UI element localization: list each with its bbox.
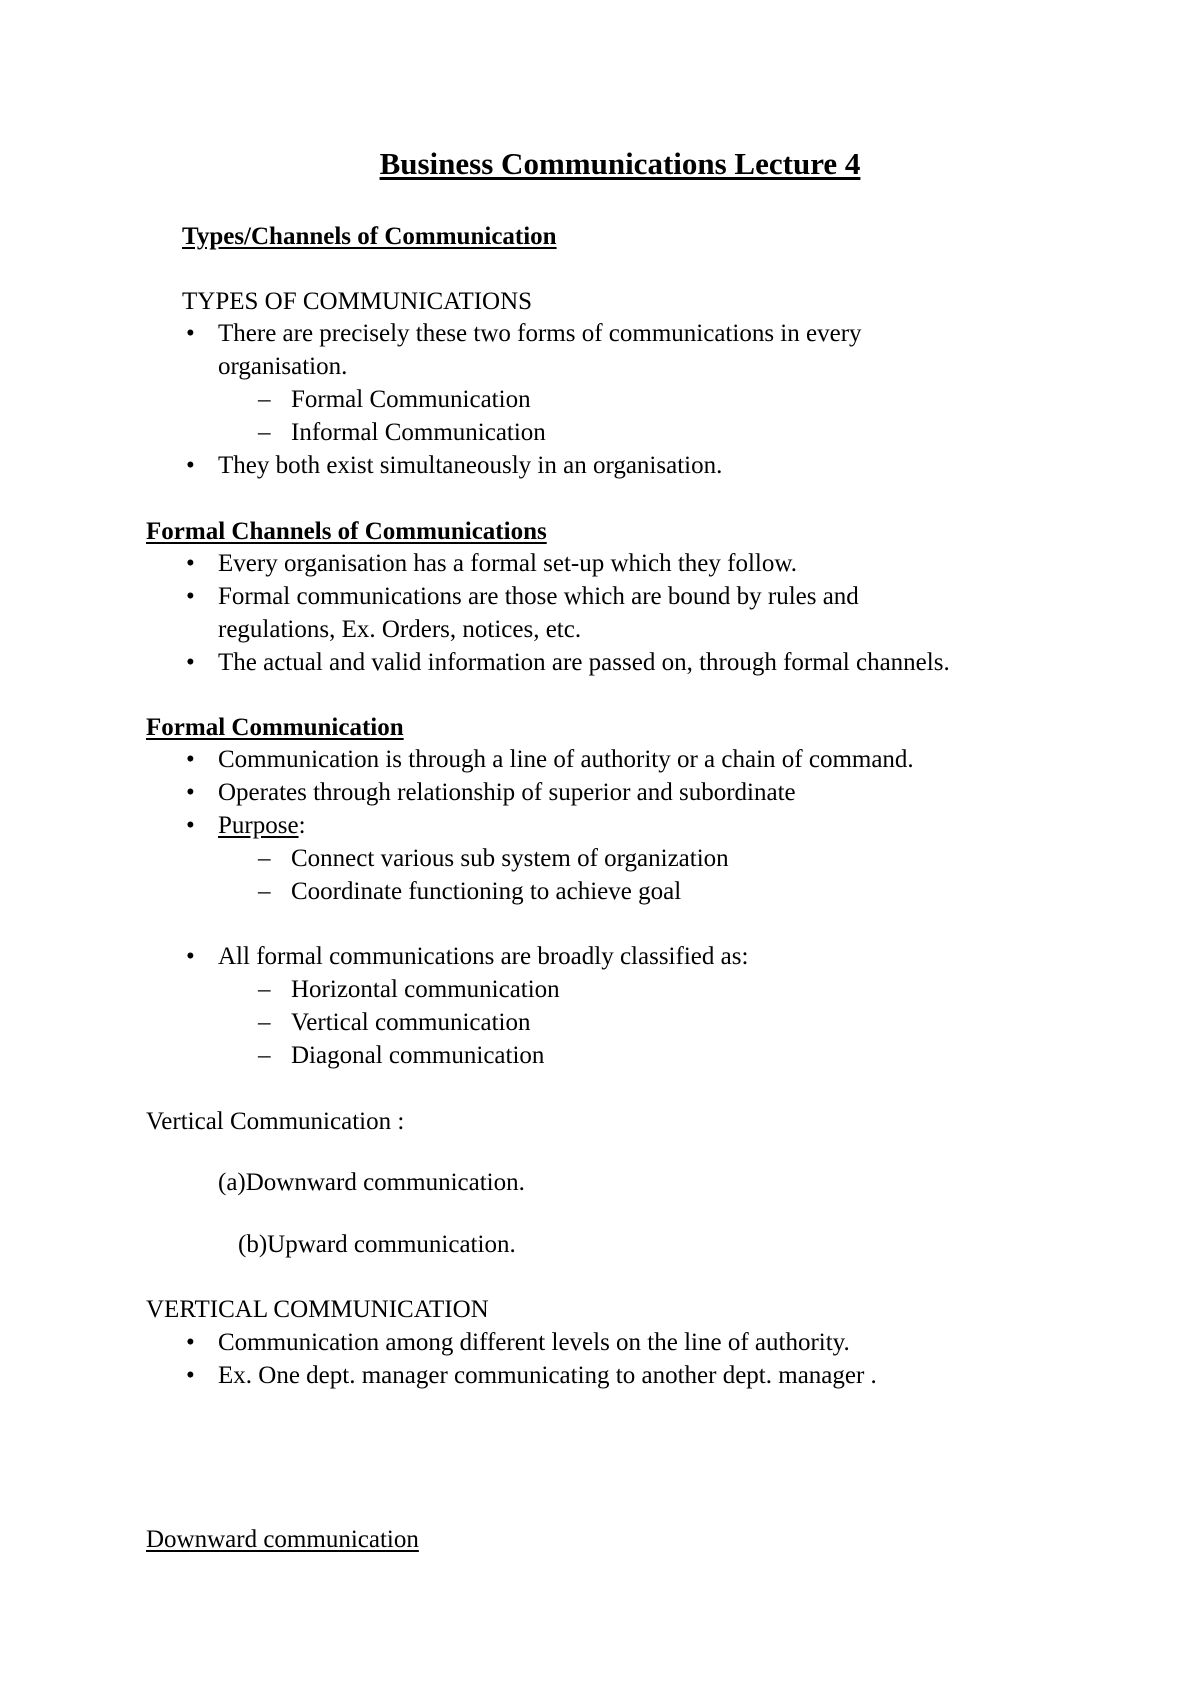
dash-text: Vertical communication bbox=[291, 1009, 531, 1036]
vertical-communication-label: Vertical Communication : bbox=[146, 1108, 405, 1135]
dash-icon: – bbox=[258, 1042, 271, 1069]
dash-text: Diagonal communication bbox=[291, 1042, 545, 1069]
upward-item: (b)Upward communication. bbox=[238, 1231, 516, 1258]
bullet-continuation: regulations, Ex. Orders, notices, etc. bbox=[218, 616, 582, 643]
formal-communication-heading: Formal Communication bbox=[146, 714, 404, 741]
bullet-text: Communication among different levels on the line of authority. bbox=[218, 1329, 850, 1356]
bullet-icon: • bbox=[186, 779, 195, 806]
dash-icon: – bbox=[258, 1009, 271, 1036]
bullet-icon: • bbox=[186, 812, 195, 839]
dash-icon: – bbox=[258, 976, 271, 1003]
dash-icon: – bbox=[258, 386, 271, 413]
dash-text: Informal Communication bbox=[291, 419, 546, 446]
dash-text: Coordinate functioning to achieve goal bbox=[291, 878, 682, 905]
bullet-text: Every organisation has a formal set-up which they follow. bbox=[218, 550, 798, 577]
bullet-icon: • bbox=[186, 320, 195, 347]
bullet-text: Ex. One dept. manager communicating to another dept. manager . bbox=[218, 1362, 877, 1389]
bullet-text bbox=[218, 811, 306, 841]
bullet-text: They both exist simultaneously in an organisation. bbox=[218, 452, 723, 479]
bullet-icon: • bbox=[186, 1362, 195, 1389]
dash-text: Connect various sub system of organization bbox=[291, 845, 729, 872]
document-subtitle: Types/Channels of Communication bbox=[182, 223, 557, 250]
bullet-text: The actual and valid information are passed on, through formal channels. bbox=[218, 649, 950, 676]
bullet-icon: • bbox=[186, 1329, 195, 1356]
dash-icon: – bbox=[258, 845, 271, 872]
dash-icon: – bbox=[258, 419, 271, 446]
formal-channels-heading: Formal Channels of Communications bbox=[146, 518, 547, 545]
bullet-text: Communication is through a line of authority or a chain of command. bbox=[218, 746, 914, 773]
bullet-text: Formal communications are those which are bound by rules and bbox=[218, 583, 859, 610]
bullet-text: Operates through relationship of superior and subordinate bbox=[218, 779, 796, 806]
downward-item: (a)Downward communication. bbox=[218, 1169, 525, 1196]
bullet-icon: • bbox=[186, 550, 195, 577]
document-title: Business Communications Lecture 4 bbox=[379, 146, 861, 181]
purpose-label: Purpose bbox=[218, 812, 299, 839]
bullet-text: All formal communications are broadly classified as: bbox=[218, 943, 749, 970]
types-heading: TYPES OF COMMUNICATIONS bbox=[182, 288, 533, 315]
bullet-icon: • bbox=[186, 583, 195, 610]
bullet-icon: • bbox=[186, 746, 195, 773]
bullet-continuation: organisation. bbox=[218, 353, 348, 380]
bullet-icon: • bbox=[186, 649, 195, 676]
purpose-colon: : bbox=[298, 812, 306, 839]
downward-heading: Downward communication bbox=[146, 1526, 419, 1553]
vertical-heading: VERTICAL COMMUNICATION bbox=[146, 1296, 489, 1323]
dash-text: Formal Communication bbox=[291, 386, 531, 413]
dash-icon: – bbox=[258, 878, 271, 905]
bullet-icon: • bbox=[186, 943, 195, 970]
dash-text: Horizontal communication bbox=[291, 976, 560, 1003]
bullet-icon: • bbox=[186, 452, 195, 479]
bullet-text: There are precisely these two forms of communications in every bbox=[218, 320, 862, 347]
